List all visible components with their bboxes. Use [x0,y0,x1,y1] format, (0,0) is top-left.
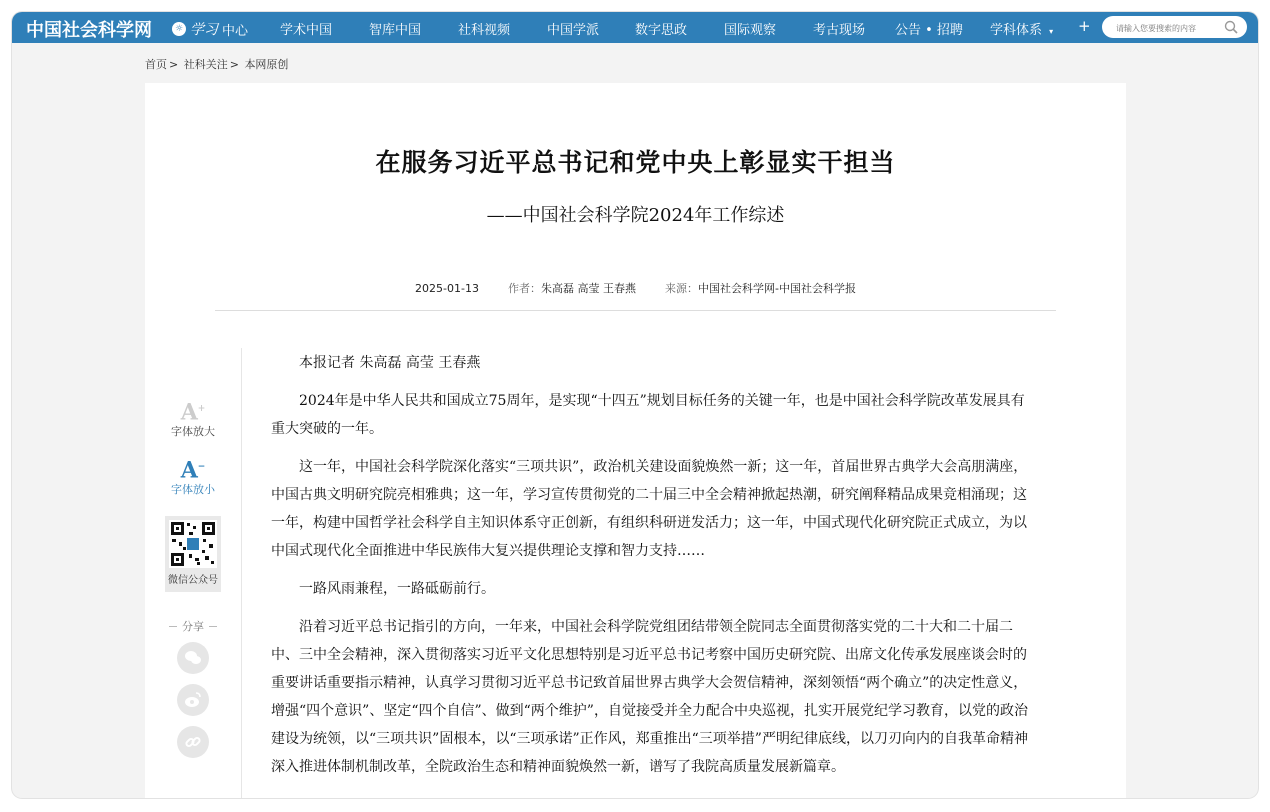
font-enlarge-label: 字体放大 [171,425,215,439]
top-nav [12,12,1258,43]
article-tools [145,348,242,798]
nav-item-academic[interactable]: 学术中国 [280,23,333,38]
nav-item-digital[interactable]: 数字思政 [635,23,688,38]
search-input[interactable] [1114,19,1218,37]
nav-item-archaeology[interactable]: 考古现场 [813,23,866,38]
nav-item-disciplines-label: 学科体系 [990,23,1043,38]
source-label: 来源： [664,282,698,295]
article-card [145,83,1126,798]
author-label: 作者： [507,282,541,295]
breadcrumb-current[interactable]: 本网原创 [244,58,289,71]
article-paragraph: 2024年是中华人民共和国成立75周年，是实现“十四五”规划目标任务的关键一年，也是中国社会科学院改革发展具有重大突破的一年。 [271,393,1025,437]
article-body [271,349,1031,791]
article-paragraph: 这一年，中国社会科学院深化落实“三项共识”，政治机关建设面貌焕然一新；这一年，首届世界古典学大会高朋满座，中国古典文明研究院亮相雅典；这一年，学习宣传贯彻党的二十届三中全会精神掀起热潮，研究阐释精品成果竞相涌现；这一年，构建中国哲学社会科学自主知识体系守正创新，有组织科研迸发活力；这一年，中国式现代化研究院正式成立，为以中国式现代化全面推进中华民族伟大复兴提供理论支撑和智力支持…… [271,459,1028,559]
weibo-icon [183,690,203,710]
qr-label: 微信公众号 [168,575,218,586]
font-shrink-button[interactable] [145,456,241,497]
source-name: 中国社会科学网-中国社会科学报 [697,282,856,295]
browser-frame [12,12,1258,798]
nav-item-school[interactable]: 中国学派 [547,23,600,38]
nav-more-button[interactable]: + [1078,17,1091,35]
wechat-icon [183,648,203,668]
article-paragraph: 一路风雨兼程，一路砥砺前行。 [299,581,495,597]
article-paragraph: 本报记者 朱高磊 高莹 王春燕 [299,355,481,371]
study-cn-label: 学习 [190,22,218,38]
study-center-link[interactable] [172,19,248,39]
publish-date: 2025-01-13 [415,282,479,295]
weibo-share-button[interactable] [177,684,209,716]
font-shrink-icon: A− [180,457,206,484]
search-icon[interactable] [1223,19,1239,35]
breadcrumb-separator: > [229,58,239,71]
chevron-down-icon: ▾ [1049,27,1054,36]
page-subtitle: ——中国社会科学院2024年工作综述 [486,205,785,226]
search-box[interactable] [1102,16,1247,38]
font-enlarge-icon: A+ [180,399,206,426]
link-icon [183,732,203,752]
copy-link-button[interactable] [177,726,209,758]
article-paragraph: 沿着习近平总书记指引的方向，一年来，中国社会科学院党组团结带领全院同志全面贯彻落实党的二十大和二十届二中、三中全会精神，深入贯彻落实习近平文化思想特别是习近平总书记考察中国历史研究院、出席文化传承发展座谈会时的重要讲话重要指示精神，认真学习贯彻习近平总书记致首届世界古典学大会贺信精神，深刻领悟“两个确立”的决定性意义，增强“四个意识”、坚定“四个自信”、做到“两个维护”，自觉接受并全力配合中央巡视，扎实开展党纪学习教育，以党的政治建设为统领，以“三项共识”固根本，以“三项承诺”正作风，郑重推出“三项举措”严明纪律底线，以刀刃向内的自我革命精神深入推进体制机制改革，全院政治生态和精神面貌焕然一新，谱写了我院高质量发展新篇章。 [271,619,1028,775]
breadcrumb-separator: > [169,58,179,71]
page-title: 在服务习近平总书记和党中央上彰显实干担当 [375,148,896,177]
author-names: 朱高磊 高莹 王春燕 [540,282,636,295]
site-logo[interactable]: 中国社会科学网 [26,20,152,41]
nav-item-disciplines[interactable] [990,19,1053,38]
wechat-share-button[interactable] [177,642,209,674]
font-enlarge-button[interactable] [145,398,241,439]
nav-item-video[interactable]: 社科视频 [458,23,511,38]
breadcrumb [145,56,290,72]
font-shrink-label: 字体放小 [171,483,215,497]
wechat-qr-card [165,516,221,592]
share-label: 分享 [169,618,217,634]
nav-item-notice[interactable]: 公告 • 招聘 [895,23,963,38]
qr-code-icon [169,520,217,568]
article-meta [145,280,1126,296]
nav-item-think-tank[interactable]: 智库中国 [369,23,422,38]
breadcrumb-section[interactable]: 社科关注 [183,58,228,71]
meta-divider [215,310,1056,311]
breadcrumb-home[interactable]: 首页 [145,58,167,71]
nav-item-international[interactable]: 国际观察 [724,23,777,38]
study-center-label: 中心 [222,23,249,39]
study-badge-icon: ☼ [172,22,186,36]
